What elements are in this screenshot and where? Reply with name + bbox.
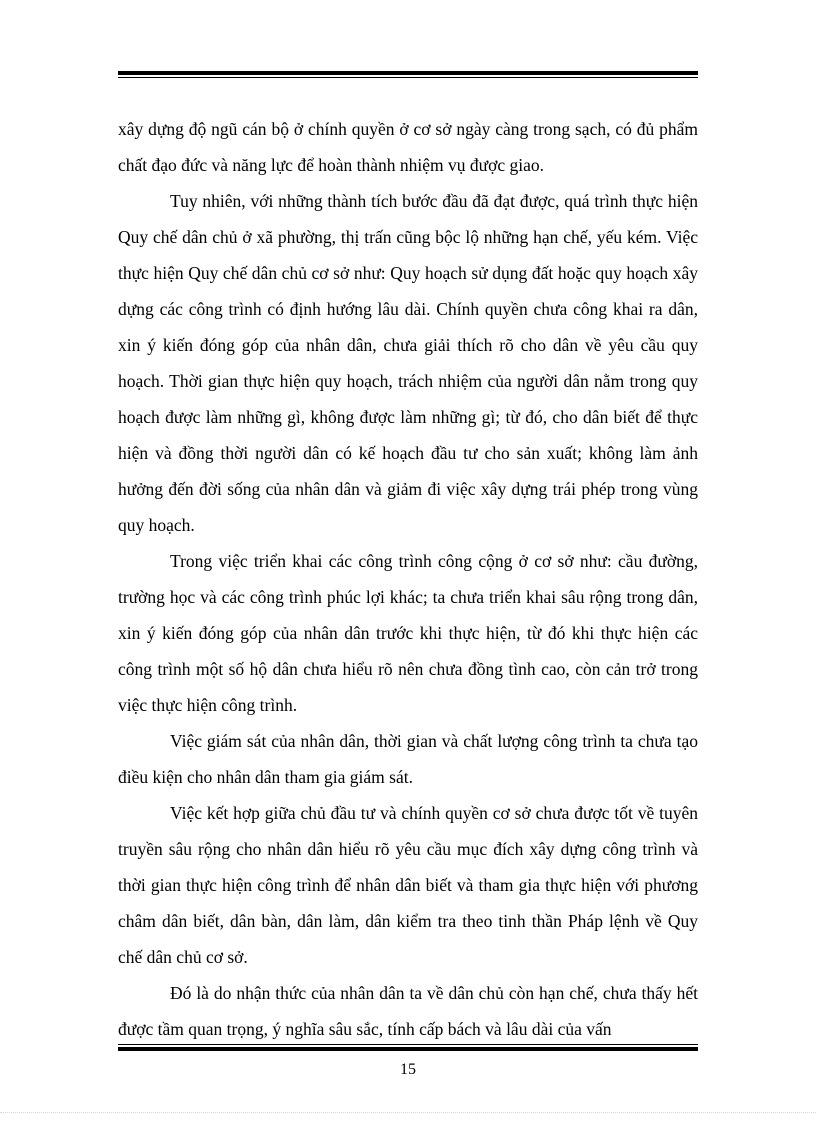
document-body	[118, 111, 698, 1047]
paragraph: Tuy nhiên, với những thành tích bước đầu đã đạt được, quá trình thực hiện Quy chế dân chủ ở xã phường, thị trấn cũng bộc lộ những hạn chế, yếu kém. Việc thực hiện Quy chế dân chủ cơ sở như: Quy hoạch sử dụng đất hoặc quy hoạch xây dựng các công trình có định hướng lâu dài. Chính quyền chưa công khai ra dân, xin ý kiến đóng góp của nhân dân, chưa giải thích rõ cho dân về yêu cầu quy hoạch. Thời gian thực hiện quy hoạch, trách nhiệm của người dân nằm trong quy hoạch được làm những gì, không được làm những gì; từ đó, cho dân biết để thực hiện và đồng thời người dân có kế hoạch đầu tư cho sản xuất; không làm ảnh hưởng đến đời sống của nhân dân và giảm đi việc xây dựng trái phép trong vùng quy hoạch.	[118, 191, 698, 535]
footer-rule-thick-line	[118, 1047, 698, 1051]
footer-rule-thin-line	[118, 1044, 698, 1045]
header-rule	[118, 71, 698, 78]
paragraph: Trong việc triển khai các công trình công cộng ở cơ sở như: cầu đường, trường học và các công trình phúc lợi khác; ta chưa triển khai sâu rộng trong dân, xin ý kiến đóng góp của nhân dân trước khi thực hiện, từ đó khi thực hiện các công trình một số hộ dân chưa hiểu rõ nên chưa đồng tình cao, còn cản trở trong việc thực hiện công trình.	[118, 551, 698, 715]
paragraph: Việc giám sát của nhân dân, thời gian và chất lượng công trình ta chưa tạo điều kiện cho nhân dân tham gia giám sát.	[118, 731, 698, 787]
paragraph: Việc kết hợp giữa chủ đầu tư và chính quyền cơ sở chưa được tốt về tuyên truyền sâu rộng cho nhân dân hiểu rõ yêu cầu mục đích xây dựng công trình và thời gian thực hiện công trình để nhân dân biết và tham gia thực hiện với phương châm dân biết, dân bàn, dân làm, dân kiểm tra theo tinh thần Pháp lệnh về Quy chế dân chủ cơ sở.	[118, 803, 698, 967]
footer-rule	[118, 1044, 698, 1051]
paragraph: Đó là do nhận thức của nhân dân ta về dân chủ còn hạn chế, chưa thấy hết được tầm quan trọng, ý nghĩa sâu sắc, tính cấp bách và lâu dài của vấn	[118, 983, 698, 1039]
paragraph-continued: xây dựng độ ngũ cán bộ ở chính quyền ở cơ sở ngày càng trong sạch, có đủ phẩm chất đạo đức và năng lực để hoàn thành nhiệm vụ được giao.	[118, 119, 698, 175]
page-number: 15	[400, 1061, 416, 1078]
header-rule-thick-line	[118, 71, 698, 75]
page-edge-divider	[0, 1112, 816, 1113]
header-rule-thin-line	[118, 77, 698, 78]
